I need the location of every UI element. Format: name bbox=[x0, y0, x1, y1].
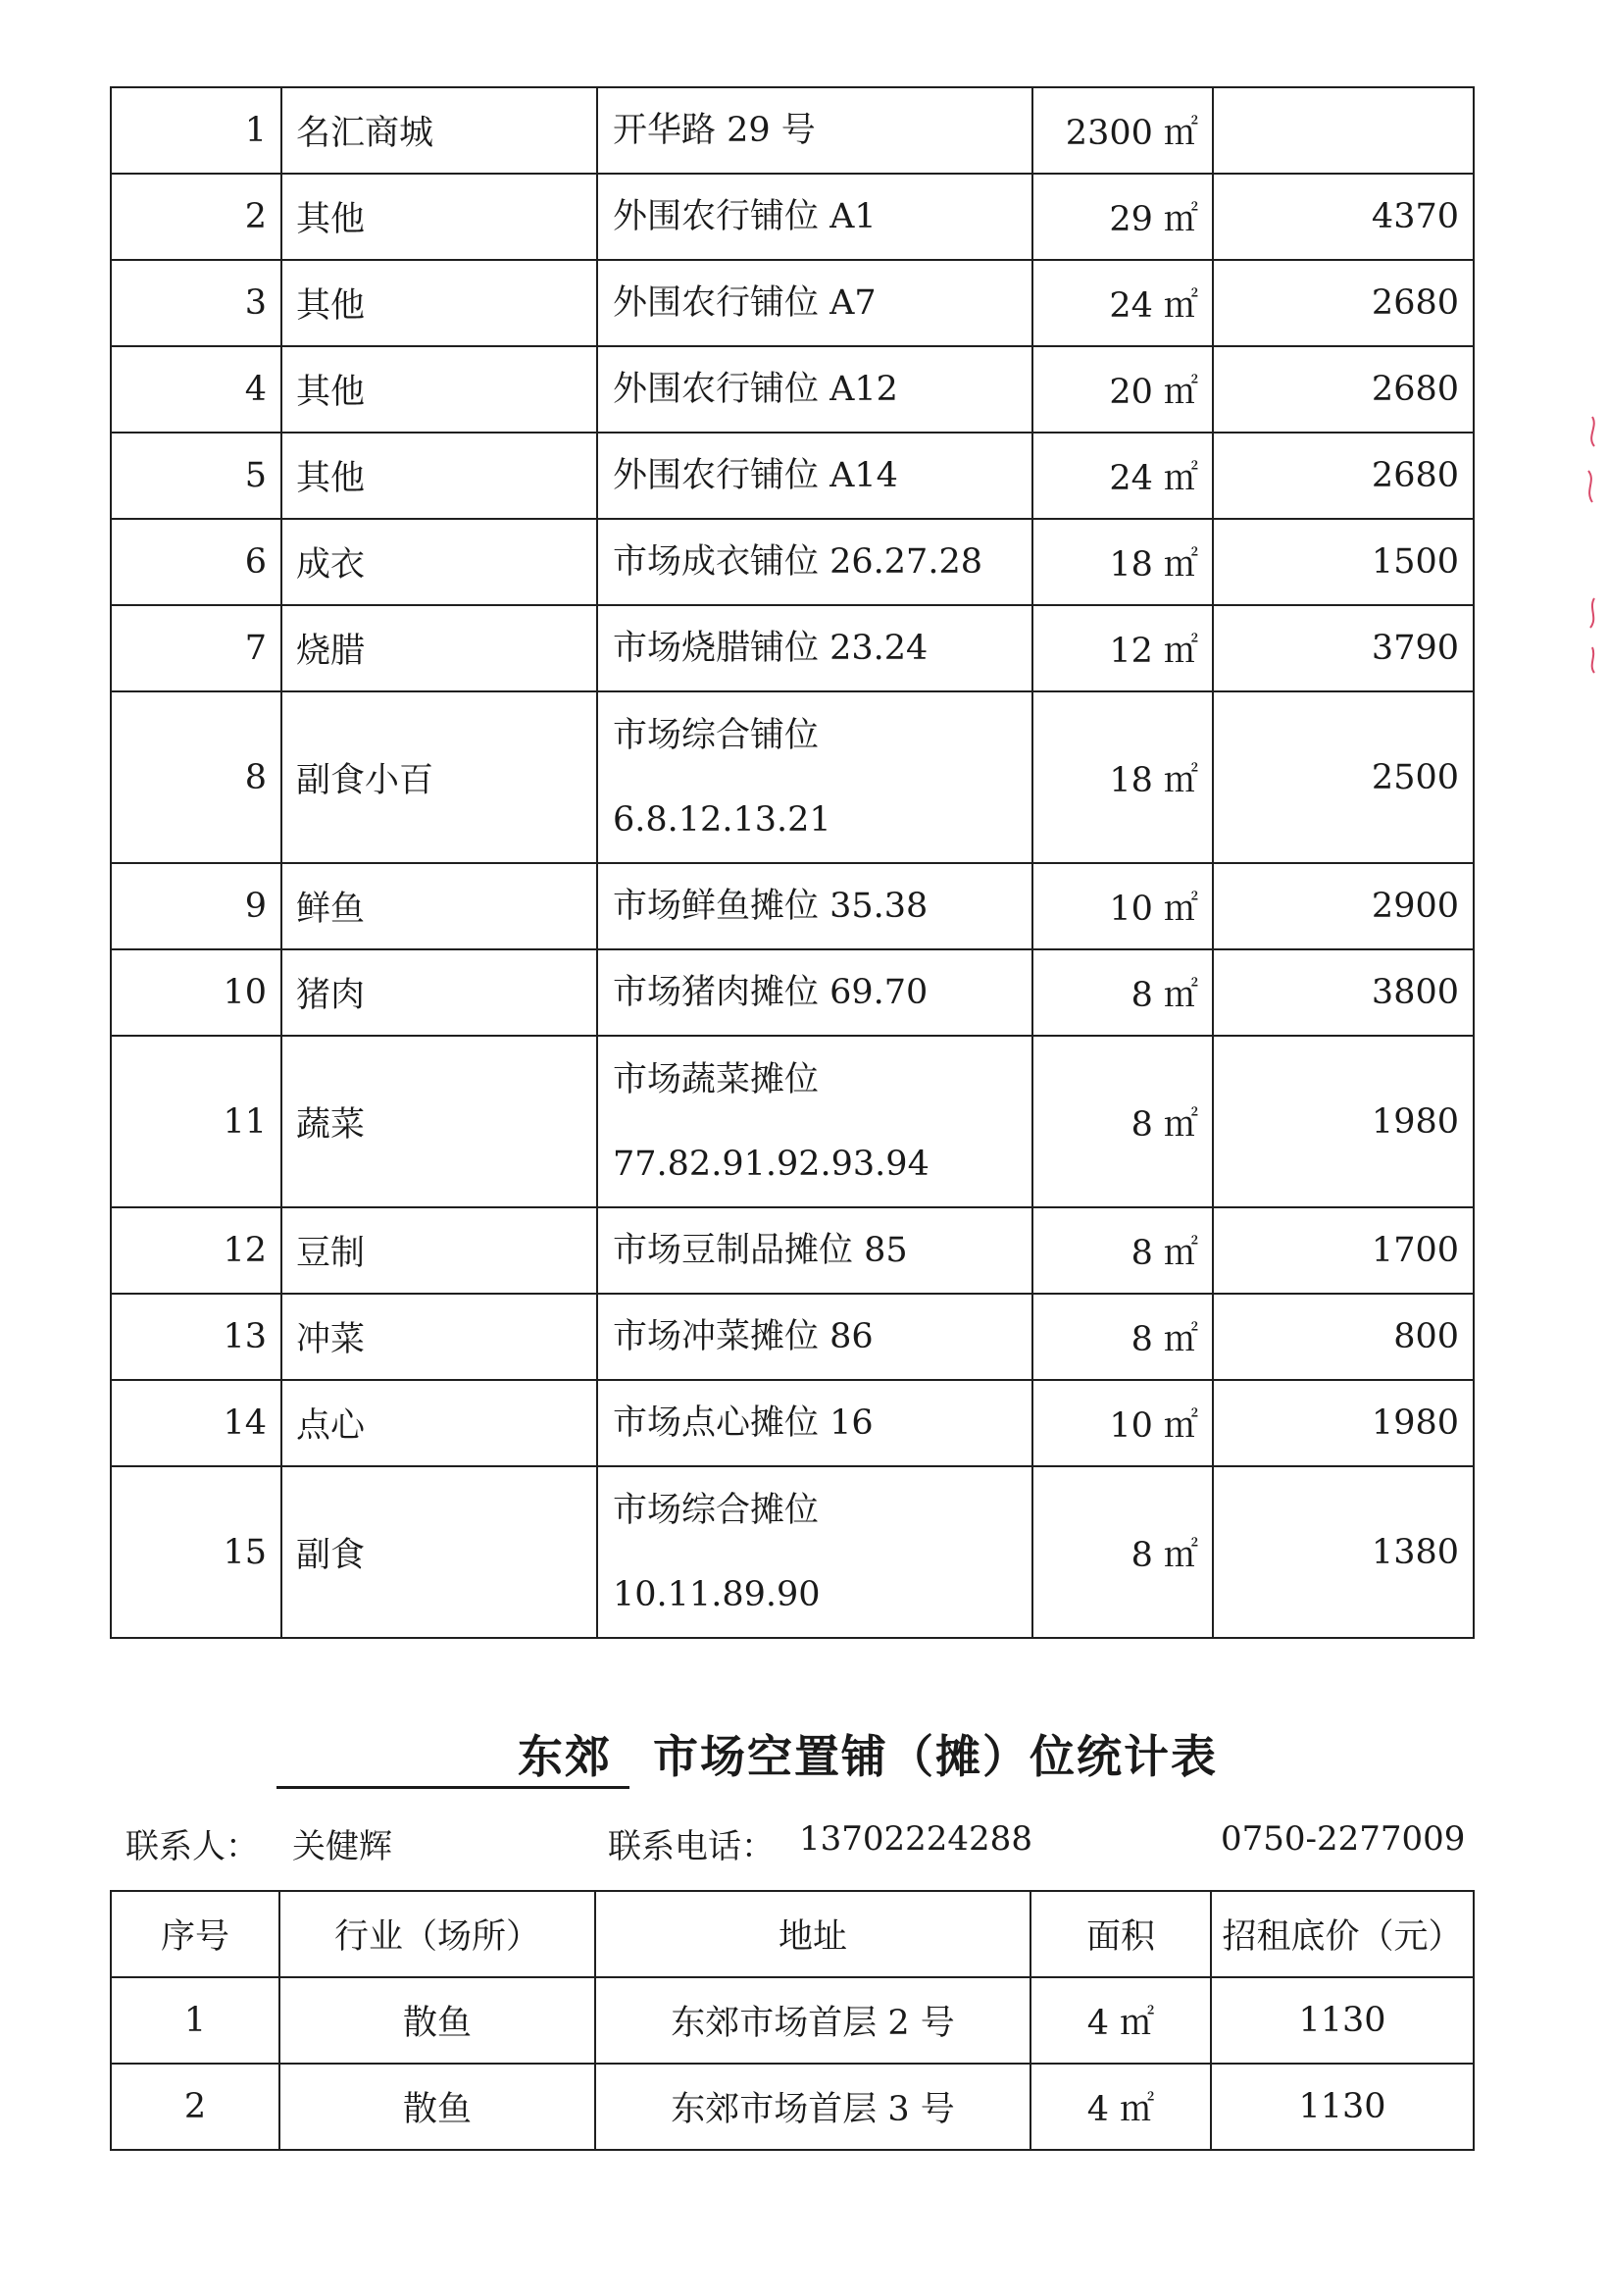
row-industry: 名汇商城 bbox=[281, 87, 597, 174]
row-location bbox=[597, 174, 1032, 260]
table-row bbox=[111, 1977, 1474, 2064]
row-industry: 成衣 bbox=[281, 519, 597, 605]
row-industry: 散鱼 bbox=[279, 1977, 595, 2064]
table-row bbox=[111, 519, 1474, 605]
row-location-numbers: 77.82.91.92.93.94 bbox=[613, 1144, 930, 1184]
title-market-name: 东郊 bbox=[276, 1721, 629, 1789]
row-area: 24 ㎡ bbox=[1032, 260, 1213, 346]
row-area: 8 ㎡ bbox=[1032, 1207, 1213, 1294]
row-address: 东郊市场首层 2 号 bbox=[595, 1977, 1030, 2064]
row-location-main: 市场烧腊铺位 23.24 bbox=[613, 629, 929, 668]
section-title bbox=[276, 1721, 1355, 1790]
table-row bbox=[111, 1036, 1474, 1207]
row-location-main: 开华路 29 号 bbox=[613, 111, 816, 150]
row-price: 3790 bbox=[1213, 605, 1474, 691]
row-location-main: 外围农行铺位 A12 bbox=[613, 370, 898, 409]
row-location-main: 外围农行铺位 A14 bbox=[613, 456, 898, 495]
row-location-main: 市场蔬菜摊位 bbox=[613, 1059, 820, 1099]
row-index: 9 bbox=[111, 863, 281, 949]
row-price bbox=[1213, 87, 1474, 174]
row-location-main: 市场豆制品摊位 85 bbox=[613, 1231, 908, 1270]
header-price: 招租底价（元） bbox=[1211, 1891, 1474, 1977]
row-area: 4 ㎡ bbox=[1030, 1977, 1211, 2064]
row-index: 5 bbox=[111, 433, 281, 519]
header-address: 地址 bbox=[595, 1891, 1030, 1977]
table-row bbox=[111, 174, 1474, 260]
row-index: 3 bbox=[111, 260, 281, 346]
row-location bbox=[597, 1294, 1032, 1380]
row-industry: 其他 bbox=[281, 174, 597, 260]
row-location bbox=[597, 260, 1032, 346]
header-index: 序号 bbox=[111, 1891, 279, 1977]
row-price: 4370 bbox=[1213, 174, 1474, 260]
phone-label: 联系电话： bbox=[608, 1827, 775, 1866]
row-index: 2 bbox=[111, 2064, 279, 2150]
row-price: 1980 bbox=[1213, 1380, 1474, 1466]
row-industry: 其他 bbox=[281, 260, 597, 346]
row-location-main: 外围农行铺位 A7 bbox=[613, 283, 877, 323]
row-location-main: 市场猪肉摊位 69.70 bbox=[613, 973, 929, 1012]
row-location-numbers: 10.11.89.90 bbox=[613, 1574, 821, 1614]
row-price: 3800 bbox=[1213, 949, 1474, 1036]
row-industry: 鲜鱼 bbox=[281, 863, 597, 949]
row-index: 10 bbox=[111, 949, 281, 1036]
row-index: 2 bbox=[111, 174, 281, 260]
row-industry: 冲菜 bbox=[281, 1294, 597, 1380]
table-row bbox=[111, 1466, 1474, 1638]
table-row bbox=[111, 346, 1474, 433]
row-price: 2680 bbox=[1213, 260, 1474, 346]
contact-line bbox=[0, 1819, 1608, 1878]
row-index: 11 bbox=[111, 1036, 281, 1207]
table-row bbox=[111, 1294, 1474, 1380]
row-area: 2300 ㎡ bbox=[1032, 87, 1213, 174]
table-row bbox=[111, 87, 1474, 174]
row-area: 10 ㎡ bbox=[1032, 1380, 1213, 1466]
row-location bbox=[597, 1380, 1032, 1466]
dongjiao-vacant-stalls-table bbox=[110, 1890, 1475, 2151]
row-address: 东郊市场首层 3 号 bbox=[595, 2064, 1030, 2150]
row-area: 18 ㎡ bbox=[1032, 519, 1213, 605]
table-row bbox=[111, 2064, 1474, 2150]
row-index: 1 bbox=[111, 87, 281, 174]
row-area: 8 ㎡ bbox=[1032, 949, 1213, 1036]
table-row bbox=[111, 433, 1474, 519]
row-index: 13 bbox=[111, 1294, 281, 1380]
vacant-stalls-table-continued bbox=[110, 86, 1475, 1639]
row-price: 2500 bbox=[1213, 691, 1474, 863]
title-text: 市场空置铺（摊）位统计表 bbox=[653, 1730, 1218, 1783]
row-price: 2900 bbox=[1213, 863, 1474, 949]
row-index: 12 bbox=[111, 1207, 281, 1294]
table-header-row bbox=[111, 1891, 1474, 1977]
header-industry: 行业（场所） bbox=[279, 1891, 595, 1977]
row-location bbox=[597, 87, 1032, 174]
row-area: 8 ㎡ bbox=[1032, 1466, 1213, 1638]
row-area: 4 ㎡ bbox=[1030, 2064, 1211, 2150]
phone-mobile: 13702224288 bbox=[799, 1819, 1032, 1859]
row-area: 18 ㎡ bbox=[1032, 691, 1213, 863]
row-index: 1 bbox=[111, 1977, 279, 2064]
contact-label: 联系人： bbox=[126, 1827, 259, 1866]
row-area: 29 ㎡ bbox=[1032, 174, 1213, 260]
table-row bbox=[111, 949, 1474, 1036]
row-industry: 点心 bbox=[281, 1380, 597, 1466]
contact-name: 关健辉 bbox=[292, 1827, 392, 1866]
row-location bbox=[597, 1466, 1032, 1638]
table-row bbox=[111, 1207, 1474, 1294]
row-price: 1700 bbox=[1213, 1207, 1474, 1294]
row-industry: 其他 bbox=[281, 346, 597, 433]
row-price: 1380 bbox=[1213, 1466, 1474, 1638]
row-price: 2680 bbox=[1213, 346, 1474, 433]
table-row bbox=[111, 605, 1474, 691]
row-area: 12 ㎡ bbox=[1032, 605, 1213, 691]
row-price: 1500 bbox=[1213, 519, 1474, 605]
row-location bbox=[597, 863, 1032, 949]
row-price: 1130 bbox=[1211, 1977, 1474, 2064]
table-row bbox=[111, 1380, 1474, 1466]
row-industry: 豆制 bbox=[281, 1207, 597, 1294]
row-location bbox=[597, 605, 1032, 691]
row-location-main: 市场成衣铺位 26.27.28 bbox=[613, 542, 982, 582]
row-location bbox=[597, 346, 1032, 433]
row-location-main: 市场鲜鱼摊位 35.38 bbox=[613, 887, 929, 926]
row-location bbox=[597, 1036, 1032, 1207]
row-price: 800 bbox=[1213, 1294, 1474, 1380]
row-index: 15 bbox=[111, 1466, 281, 1638]
row-area: 20 ㎡ bbox=[1032, 346, 1213, 433]
row-industry: 烧腊 bbox=[281, 605, 597, 691]
row-industry: 散鱼 bbox=[279, 2064, 595, 2150]
row-location-main: 市场冲菜摊位 86 bbox=[613, 1317, 874, 1356]
row-index: 8 bbox=[111, 691, 281, 863]
row-industry: 副食 bbox=[281, 1466, 597, 1638]
row-price: 1130 bbox=[1211, 2064, 1474, 2150]
row-index: 14 bbox=[111, 1380, 281, 1466]
row-area: 8 ㎡ bbox=[1032, 1294, 1213, 1380]
row-location bbox=[597, 691, 1032, 863]
row-area: 24 ㎡ bbox=[1032, 433, 1213, 519]
row-area: 8 ㎡ bbox=[1032, 1036, 1213, 1207]
row-industry: 副食小百 bbox=[281, 691, 597, 863]
row-price: 1980 bbox=[1213, 1036, 1474, 1207]
row-location bbox=[597, 1207, 1032, 1294]
row-industry: 猪肉 bbox=[281, 949, 597, 1036]
row-location bbox=[597, 433, 1032, 519]
row-index: 4 bbox=[111, 346, 281, 433]
row-industry: 其他 bbox=[281, 433, 597, 519]
row-location-numbers: 6.8.12.13.21 bbox=[613, 799, 831, 840]
table-row bbox=[111, 691, 1474, 863]
row-index: 7 bbox=[111, 605, 281, 691]
table-row bbox=[111, 863, 1474, 949]
row-location bbox=[597, 949, 1032, 1036]
row-price: 2680 bbox=[1213, 433, 1474, 519]
row-location-main: 市场综合摊位 bbox=[613, 1490, 820, 1530]
row-location-main: 市场点心摊位 16 bbox=[613, 1403, 874, 1443]
header-area: 面积 bbox=[1030, 1891, 1211, 1977]
row-industry: 蔬菜 bbox=[281, 1036, 597, 1207]
row-index: 6 bbox=[111, 519, 281, 605]
phone-landline: 0750-2277009 bbox=[1221, 1819, 1466, 1859]
row-area: 10 ㎡ bbox=[1032, 863, 1213, 949]
table-row bbox=[111, 260, 1474, 346]
row-location-main: 市场综合铺位 bbox=[613, 715, 820, 755]
red-stamp-edge-mark bbox=[1575, 412, 1604, 677]
row-location-main: 外围农行铺位 A1 bbox=[613, 197, 877, 236]
row-location bbox=[597, 519, 1032, 605]
